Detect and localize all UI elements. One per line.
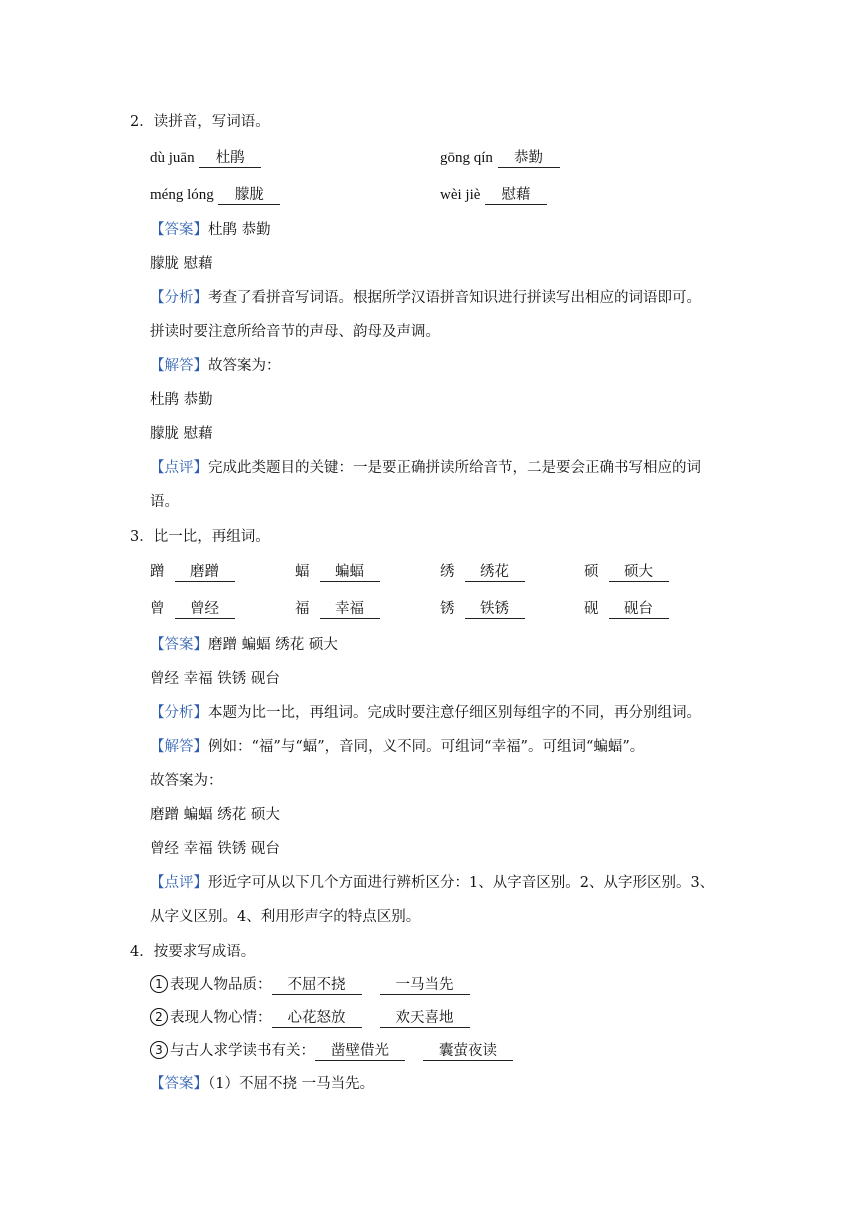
q3-analysis-line-1: 本题为比一比，再组词。完成时要注意仔细区别每组字的不同，再分别组词。	[208, 705, 701, 721]
q2-pinyin-4: wèi jiè	[440, 187, 481, 203]
q3-answer-blank: 蝙蝠	[320, 563, 380, 582]
q2-answer-blank-3: 朦胧	[218, 186, 280, 205]
q2-number: 2．	[130, 114, 154, 130]
q2-solution-line-1: 故答案为：	[208, 358, 281, 374]
q3-row2-item-2	[295, 599, 380, 619]
q2-analysis-line-2: 拼读时要注意所给音节的声母、韵母及声调。	[150, 324, 440, 340]
q3-answer-blank: 绣花	[465, 563, 525, 582]
q3-row1-item-4	[584, 562, 669, 582]
q4-answer-blank: 不屈不挠	[272, 976, 362, 995]
q2-comment-line-2: 语。	[150, 494, 179, 510]
q3-comment-line-1: 形近字可从以下几个方面进行辨析区分：1、从字音区别。2、从字形区别。3、	[208, 875, 715, 891]
q4-item-label: 表现人物品质：	[170, 977, 272, 993]
q4-answer-blank: 一马当先	[380, 976, 470, 995]
q4-answer	[150, 1074, 374, 1094]
circled-number-3: 3	[150, 1041, 168, 1059]
q4-answer-blank: 凿壁借光	[315, 1042, 405, 1061]
q3-char: 砚	[584, 601, 599, 617]
q2-comment-tag: 【点评】	[150, 460, 208, 476]
circled-number-1: 1	[150, 975, 168, 993]
q3-answer	[150, 635, 338, 655]
q2-solution-line-2: 杜鹃 恭勤	[150, 392, 213, 408]
q3-answer-blank: 幸福	[320, 600, 380, 619]
q3-char: 福	[295, 601, 310, 617]
q3-prompt: 比一比，再组词。	[153, 529, 270, 545]
q3-solution	[150, 737, 644, 757]
q4-prompt: 按要求写成语。	[153, 944, 256, 960]
q2-answer	[150, 220, 271, 240]
q2-pinyin-2: gōng qín	[440, 150, 493, 166]
q4-answer-line-1: （1）不屈不挠 一马当先。	[208, 1076, 375, 1092]
q3-char: 蹭	[150, 564, 165, 580]
q3-char: 硕	[584, 564, 599, 580]
q3-solution-line-1: 例如：“福”与“蝠”，音同，义不同。可组词“幸福”。可组词“蝙蝠”。	[208, 739, 645, 755]
q2-item-3	[150, 185, 280, 205]
q3-title	[130, 527, 270, 547]
q2-answer-line-2: 朦胧 慰藉	[150, 256, 213, 272]
q3-answer-blank: 曾经	[175, 600, 235, 619]
q4-answer-blank: 心花怒放	[272, 1009, 362, 1028]
q2-solution-tag: 【解答】	[150, 358, 208, 374]
q4-item-3	[150, 1041, 513, 1061]
q4-answer-blank: 欢天喜地	[380, 1009, 470, 1028]
q3-answer-blank: 硕大	[609, 563, 669, 582]
q3-comment-line-2: 从字义区别。4、利用形声字的特点区别。	[150, 909, 421, 925]
q4-item-1	[150, 975, 470, 995]
q2-analysis-line-1: 考查了看拼音写词语。根据所学汉语拼音知识进行拼读写出相应的词语即可。	[208, 290, 701, 306]
q2-item-2	[440, 148, 560, 168]
q4-item-label: 表现人物心情：	[170, 1010, 272, 1026]
q3-solution-line-3: 磨蹭 蝙蝠 绣花 硕大	[150, 807, 280, 823]
q3-row2-item-3	[440, 599, 525, 619]
q2-item-4	[440, 185, 547, 205]
q2-comment-line-1: 完成此类题目的关键：一是要正确拼读所给音节，二是要会正确书写相应的词	[208, 460, 701, 476]
q4-number: 4．	[130, 944, 154, 960]
q3-answer-blank: 磨蹭	[175, 563, 235, 582]
q3-solution-line-4: 曾经 幸福 铁锈 砚台	[150, 841, 280, 857]
q2-answer-tag: 【答案】	[150, 222, 208, 238]
q4-item-2	[150, 1008, 470, 1028]
q3-char: 曾	[150, 601, 165, 617]
q4-item-label: 与古人求学读书有关：	[170, 1043, 315, 1059]
q2-prompt: 读拼音，写词语。	[153, 114, 270, 130]
q3-row2-item-1	[150, 599, 235, 619]
q3-solution-line-2: 故答案为：	[150, 773, 223, 789]
q3-comment-tag: 【点评】	[150, 875, 208, 891]
q2-answer-line-1: 杜鹃 恭勤	[208, 222, 271, 238]
q3-row1-item-1	[150, 562, 235, 582]
q3-char: 锈	[440, 601, 455, 617]
q2-solution	[150, 356, 281, 376]
q2-item-1	[150, 148, 261, 168]
q3-analysis-tag: 【分析】	[150, 705, 208, 721]
q3-row2-item-4	[584, 599, 669, 619]
q2-analysis-tag: 【分析】	[150, 290, 208, 306]
q2-title	[130, 112, 270, 132]
q3-row1-item-3	[440, 562, 525, 582]
q2-analysis	[150, 288, 701, 308]
q2-answer-blank-1: 杜鹃	[199, 149, 261, 168]
q3-char: 蝠	[295, 564, 310, 580]
q3-analysis	[150, 703, 701, 723]
q3-number: 3．	[130, 529, 154, 545]
q3-row1-item-2	[295, 562, 380, 582]
q2-pinyin-1: dù juān	[150, 150, 195, 166]
q3-answer-blank: 砚台	[609, 600, 669, 619]
circled-number-2: 2	[150, 1008, 168, 1026]
q4-title	[130, 942, 255, 962]
q2-answer-blank-2: 恭勤	[498, 149, 560, 168]
q4-answer-blank: 囊萤夜读	[423, 1042, 513, 1061]
q3-answer-line-1: 磨蹭 蝙蝠 绣花 硕大	[208, 637, 338, 653]
q3-solution-tag: 【解答】	[150, 739, 208, 755]
q3-comment	[150, 873, 714, 893]
q2-comment	[150, 458, 701, 478]
q2-solution-line-3: 朦胧 慰藉	[150, 426, 213, 442]
q4-answer-tag: 【答案】	[150, 1076, 208, 1092]
q3-answer-line-2: 曾经 幸福 铁锈 砚台	[150, 671, 280, 687]
q3-char: 绣	[440, 564, 455, 580]
q3-answer-tag: 【答案】	[150, 637, 208, 653]
q3-answer-blank: 铁锈	[465, 600, 525, 619]
q2-answer-blank-4: 慰藉	[485, 186, 547, 205]
q2-pinyin-3: méng lóng	[150, 187, 214, 203]
